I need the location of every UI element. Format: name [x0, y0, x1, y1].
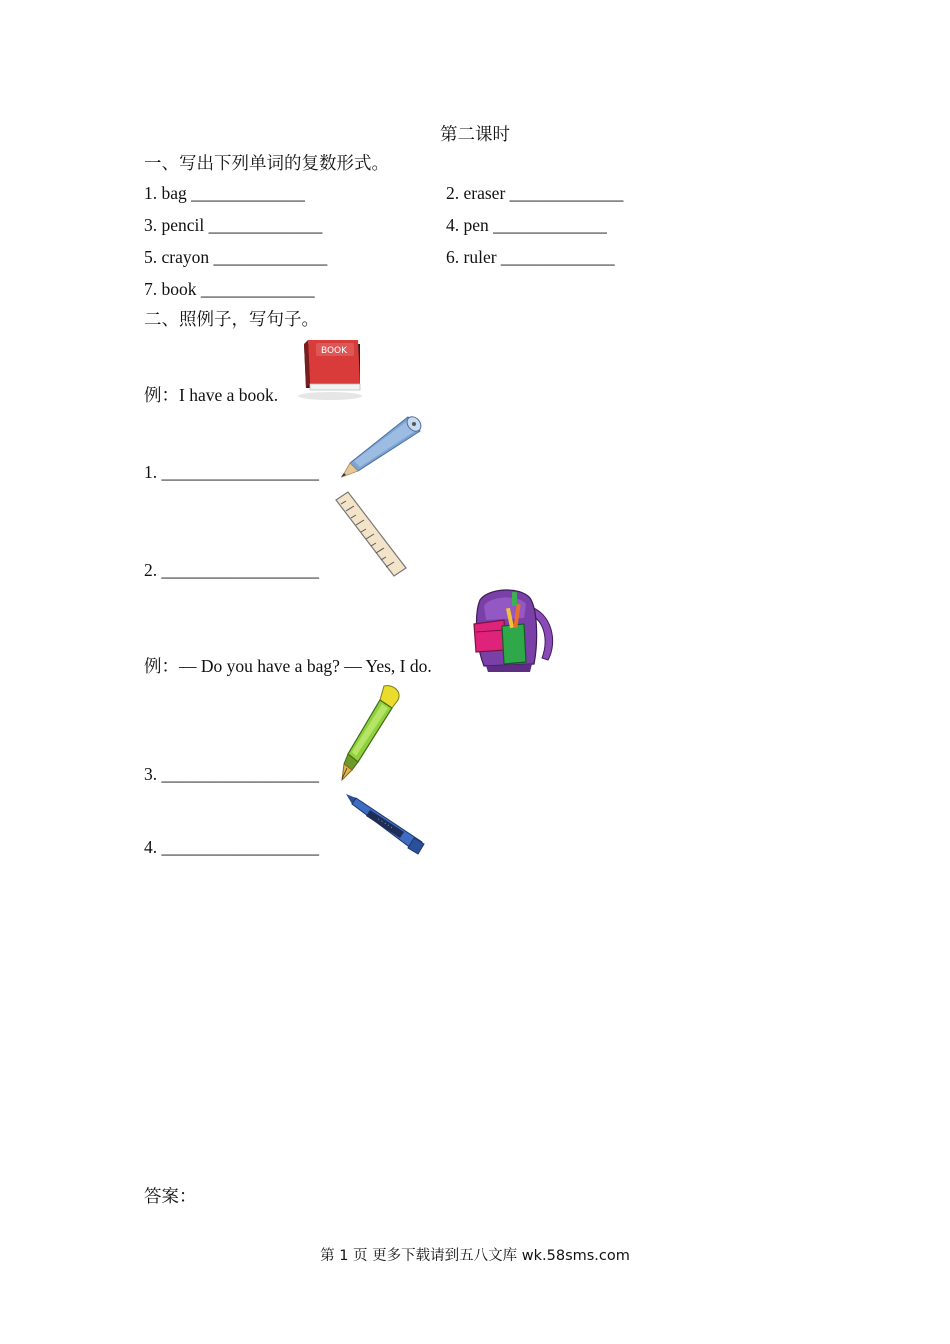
ruler-icon [334, 490, 410, 578]
answer-line-2: 2. __________________ [144, 560, 319, 580]
backpack-icon [468, 586, 558, 672]
answer-line-3: 3. __________________ [144, 764, 319, 784]
exercise-item-7: 7. book _____________ [144, 279, 315, 299]
answers-label: 答案： [144, 1186, 197, 1206]
exercise-item-4: 4. pen _____________ [446, 215, 607, 235]
exercise-item-1: 1. bag _____________ [144, 183, 305, 203]
exercise-item-3: 3. pencil _____________ [144, 215, 323, 235]
exercise-item-2: 2. eraser _____________ [446, 183, 624, 203]
exercise-item-6: 6. ruler _____________ [446, 247, 615, 267]
crayon-icon [344, 792, 428, 856]
section2-heading: 二、照例子，写句子。 [144, 309, 319, 329]
answer-line-1: 1. __________________ [144, 462, 319, 482]
answer-line-4: 4. __________________ [144, 837, 319, 857]
example-2-sentence: 例：— Do you have a bag? — Yes, I do. [144, 656, 432, 676]
svg-text:· · · · ·: · · · · · [375, 816, 394, 832]
book-cover-text: BOOK [320, 346, 348, 356]
pencil-icon [338, 413, 424, 479]
pen-icon [336, 684, 406, 782]
book-icon [296, 338, 366, 402]
example-1-sentence: 例：I have a book. [144, 385, 279, 405]
page-footer: 第 1 页 更多下载请到五八文库 wk.58sms.com [320, 1248, 630, 1264]
page-title: 第二课时 [440, 124, 510, 144]
section1-heading: 一、写出下列单词的复数形式。 [144, 153, 389, 173]
exercise-item-5: 5. crayon _____________ [144, 247, 328, 267]
